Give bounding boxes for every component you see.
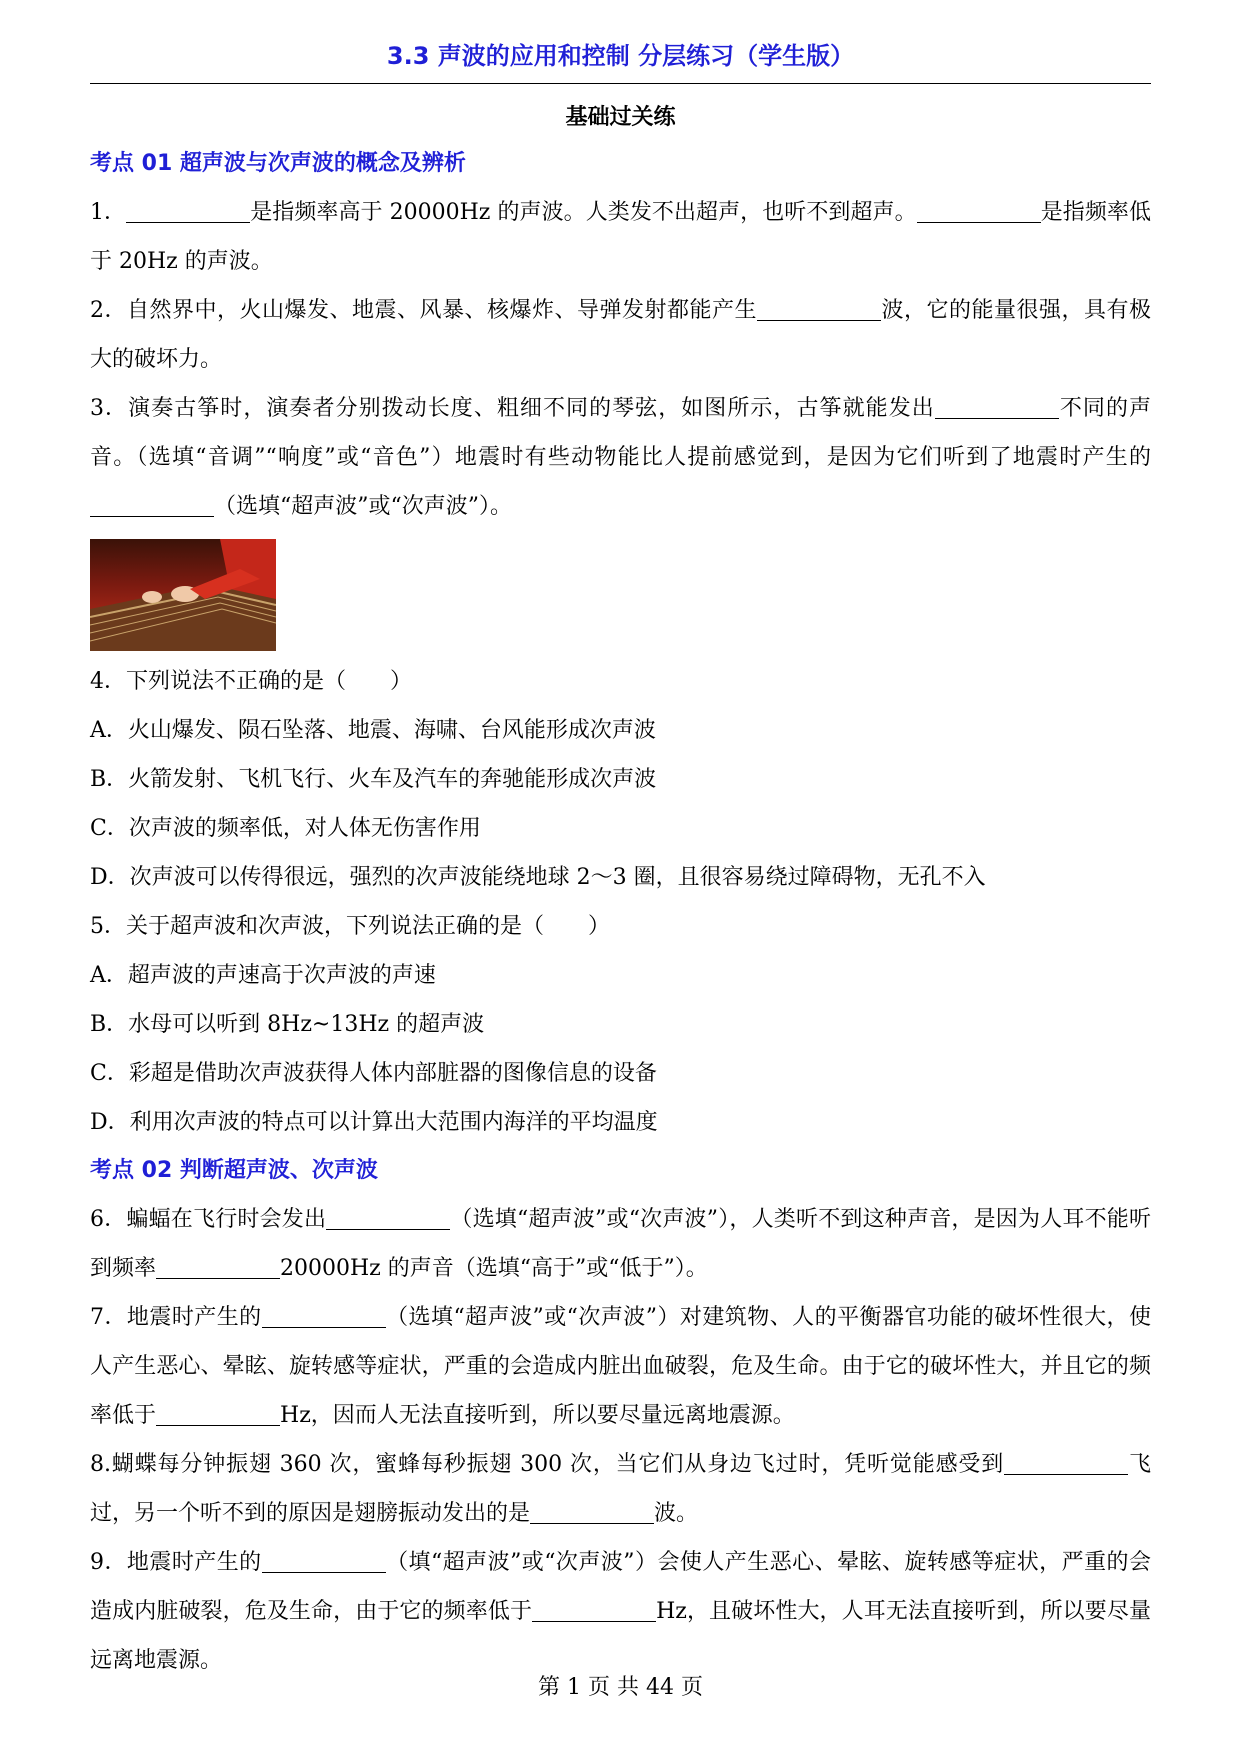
question-8 [90, 1440, 1151, 1538]
answer-blank[interactable] [262, 1301, 386, 1328]
question-7-text: 7．地震时产生的 [90, 1305, 262, 1330]
question-3-text-end: （选填“超声波”或“次声波”）。 [214, 494, 512, 519]
answer-blank[interactable] [917, 196, 1041, 223]
question-1 [90, 188, 1151, 286]
question-1-text: 是指频率高于 20000Hz 的声波。人类发不出超声，也听不到超声。 [250, 200, 917, 225]
answer-blank[interactable] [1004, 1448, 1128, 1475]
question-4-option-a[interactable]: A．火山爆发、陨石坠落、地震、海啸、台风能形成次声波 [90, 718, 656, 743]
answer-blank[interactable] [156, 1252, 280, 1279]
question-4-option-c[interactable]: C．次声波的频率低，对人体无伤害作用 [90, 816, 481, 841]
answer-blank[interactable] [326, 1203, 450, 1230]
question-9-text-mid: （填“超声波”或“次声波”）会使人产生恶心、晕眩、旋转感等症状，严重的会造成内脏破裂，危及生命，由于它的频率低于 [90, 1550, 1151, 1624]
question-7-text-mid: （选填“超声波”或“次声波”）对建筑物、人的平衡器官功能的破坏性很大，使人产生恶心、晕眩、旋转感等症状，严重的会造成内脏出血破裂，危及生命。由于它的破坏性大，并且它的频率低于 [90, 1305, 1151, 1428]
question-4-option-b[interactable]: B．火箭发射、飞机飞行、火车及汽车的奔驰能形成次声波 [90, 767, 657, 792]
question-9 [90, 1538, 1151, 1685]
question-5-stem: 5．关于超声波和次声波，下列说法正确的是（ ） [90, 914, 610, 939]
question-6 [90, 1195, 1151, 1293]
question-4-option-d[interactable]: D．次声波可以传得很远，强烈的次声波能绕地球 2～3 圈，且很容易绕过障碍物，无孔不入 [90, 865, 986, 890]
topic-heading-01: 考点 01 超声波与次声波的概念及辨析 [90, 151, 466, 176]
answer-blank[interactable] [935, 392, 1059, 419]
question-5-option-d[interactable]: D．利用次声波的特点可以计算出大范围内海洋的平均温度 [90, 1110, 658, 1135]
guzheng-illustration [90, 539, 276, 651]
answer-blank[interactable] [530, 1497, 654, 1524]
document-title: 3.3 声波的应用和控制 分层练习（学生版） [386, 42, 855, 70]
section-title: 基础过关练 [565, 105, 676, 130]
question-8-text-mid: 飞过，另一个听不到的原因是翅膀振动发出的是 [90, 1452, 1151, 1526]
question-5-option-a[interactable]: A．超声波的声速高于次声波的声速 [90, 963, 436, 988]
page-footer: 第 1 页 共 44 页 [538, 1675, 703, 1700]
question-5-option-b[interactable]: B．水母可以听到 8Hz~13Hz 的超声波 [90, 1012, 485, 1037]
answer-blank[interactable] [757, 294, 881, 321]
question-6-text: 6．蝙蝠在飞行时会发出 [90, 1207, 327, 1232]
question-5-option-c[interactable]: C．彩超是借助次声波获得人体内部脏器的图像信息的设备 [90, 1061, 657, 1086]
topic-heading-02: 考点 02 判断超声波、次声波 [90, 1158, 378, 1183]
question-1-number: 1． [90, 200, 127, 225]
question-7 [90, 1293, 1151, 1440]
answer-blank[interactable] [90, 490, 214, 517]
guzheng-photo [90, 539, 276, 651]
answer-blank[interactable] [262, 1546, 386, 1573]
question-7-text-end: Hz，因而人无法直接听到，所以要尽量远离地震源。 [280, 1403, 795, 1428]
question-1-text-end: 是指频率低于 20Hz 的声波。 [90, 200, 1151, 274]
question-9-text-end: Hz，且破坏性大，人耳无法直接听到，所以要尽量远离地震源。 [90, 1599, 1151, 1673]
question-4-stem: 4．下列说法不正确的是（ ） [90, 669, 412, 694]
question-3-text-mid: 不同的声音。（选填“音调”“响度”或“音色”）地震时有些动物能比人提前感觉到，是因为它们听到了地震时产生的 [90, 396, 1151, 470]
header-rule [90, 83, 1151, 84]
answer-blank[interactable] [156, 1399, 280, 1426]
question-3 [90, 384, 1151, 531]
question-6-text-end: 20000Hz 的声音（选填“高于”或“低于”）。 [280, 1256, 708, 1281]
answer-blank[interactable] [126, 196, 250, 223]
question-8-text-end: 波。 [654, 1501, 699, 1526]
question-2-text-end: 波，它的能量很强，具有极大的破坏力。 [90, 298, 1151, 372]
exercise-content [90, 140, 1151, 1685]
answer-blank[interactable] [532, 1595, 656, 1622]
question-8-text: 8.蝴蝶每分钟振翅 360 次，蜜蜂每秒振翅 300 次，当它们从身边飞过时，凭听觉能感受到 [90, 1452, 1005, 1477]
question-2-text: 2．自然界中，火山爆发、地震、风暴、核爆炸、导弹发射都能产生 [90, 298, 757, 323]
question-6-text-mid: （选填“超声波”或“次声波”），人类听不到这种声音，是因为人耳不能听到频率 [90, 1207, 1151, 1281]
question-9-text: 9．地震时产生的 [90, 1550, 262, 1575]
question-3-text: 3．演奏古筝时，演奏者分别拨动长度、粗细不同的琴弦，如图所示，古筝就能发出 [90, 396, 935, 421]
question-2 [90, 286, 1151, 384]
